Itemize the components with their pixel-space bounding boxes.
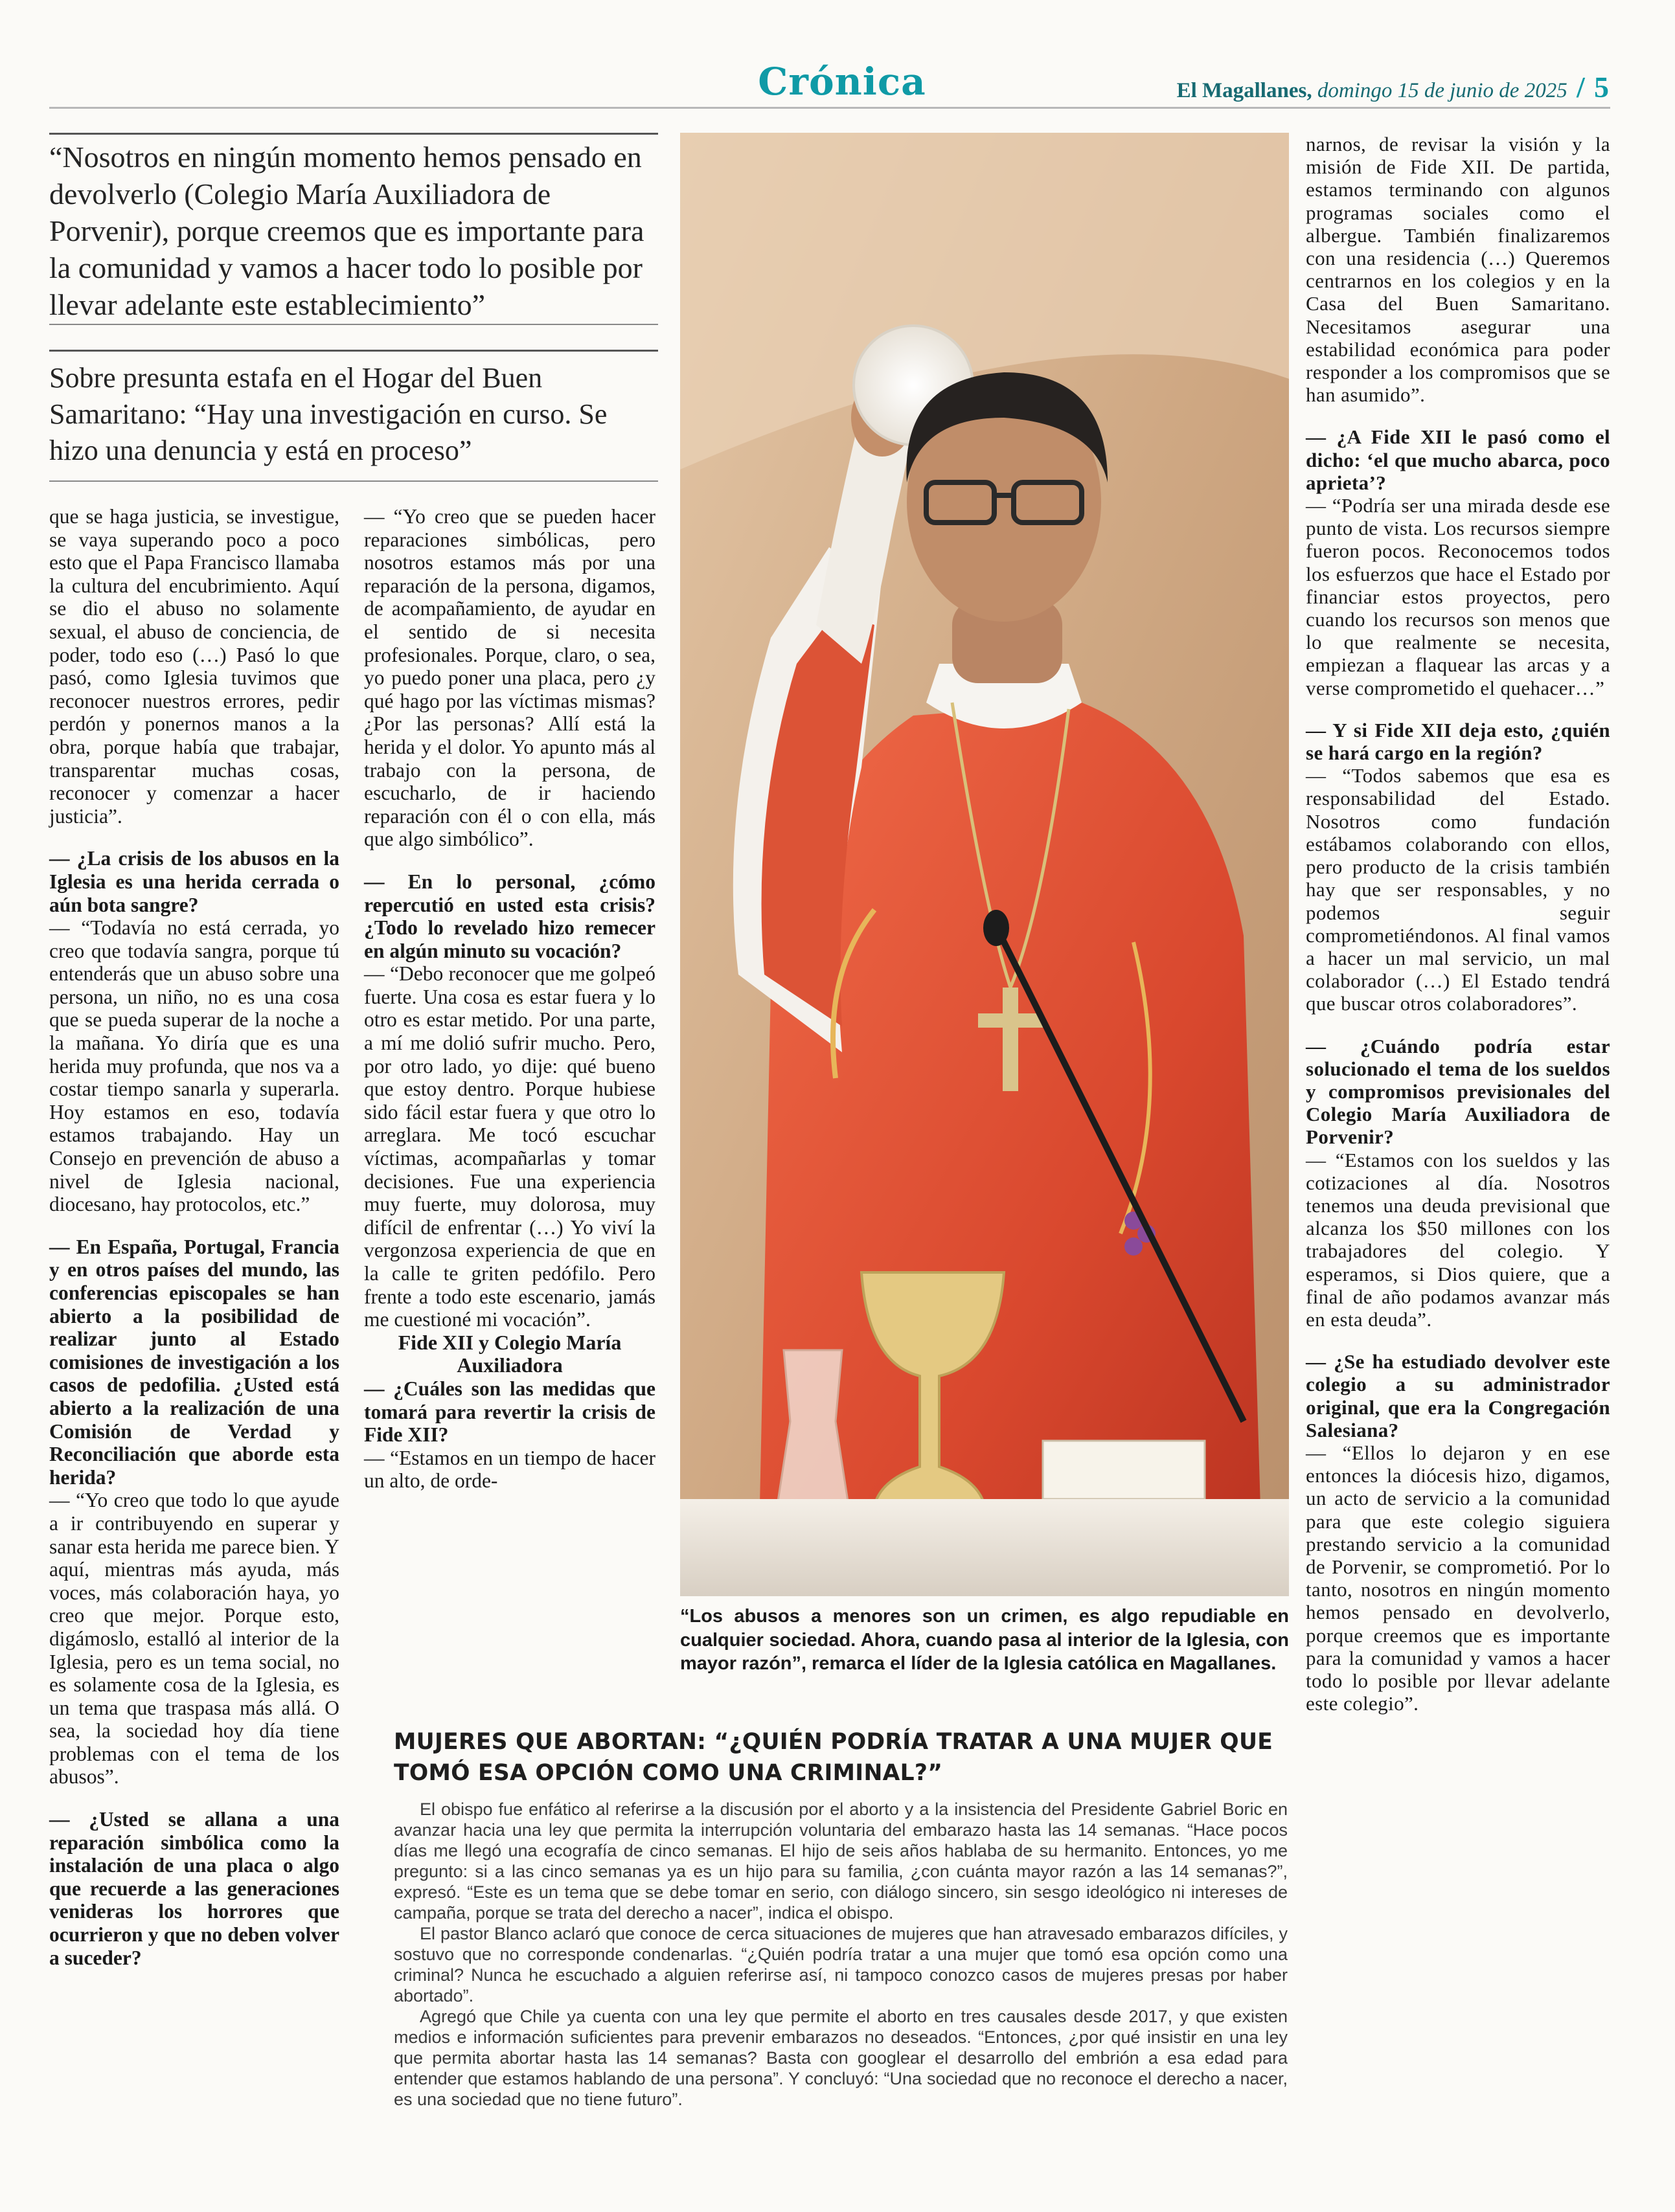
interview-question: — Y si Fide XII deja esto, ¿quién se hará cargo en la región? (1306, 718, 1610, 765)
box-paragraph: El pastor Blanco aclaró que conoce de cerca situaciones de mujeres que han atravesado embarazos difíciles, y sostuvo que no corresponde condenarlas. “¿Quién podría tratar a una mujer que tomó esa opción como una criminal? Nunca he escuchado a alguien referirse así, ni tampoco conozco casos de mujeres presas por haber abortado”. (394, 1924, 1288, 2005)
altar-table (680, 1499, 1289, 1596)
interview-answer: — “Todos sabemos que esa es responsabilidad del Estado. Nosotros como fundación estábamos colaborando con ellos, pero producto de la crisis también hay que ser responsables, y no podemos seguir comprometiéndonos. Al final vamos a hacer un mal servicio, un mal colaborador (…) El Estado tendrá que buscar otros colaboradores”. (1306, 764, 1610, 1015)
interview-answer: narnos, de revisar la visión y la misión de Fide XII. De partida, estamos terminando con algunos programas sociales como el albergue. También finalizaremos con una residencia (…) Queremos centrarnos en los colegios y en la Casa del Buen Samaritano. Necesitamos asegurar una estabilidad económica para poder responder a los compromisos que se han asumido”. (1306, 133, 1610, 407)
section-subhead: Fide XII y Colegio María Auxiliadora (398, 1330, 622, 1377)
microphone-head (983, 910, 1009, 946)
masthead (1177, 70, 1609, 104)
bishop-photo-illustration (680, 133, 1289, 1596)
missal-book (1043, 1441, 1205, 1499)
interview-question: — ¿A Fide XII le pasó como el dicho: ‘el que mucho abarca, poco aprieta’? (1306, 425, 1610, 494)
interview-question: — ¿Se ha estudiado devolver este colegio a su administrador original, que era la Congregación Salesiana? (1306, 1350, 1610, 1441)
interview-answer: — “Yo creo que todo lo que ayude a ir contribuyendo en superar y sanar esta herida me parece bien. Y aquí, mientras más ayuda, más voces, más colaboración haya, yo creo que mejor. Porque esto, digámoslo, estalló al interior de la Iglesia, pero es un tema social, no es solamente cosa de la Iglesia, es un tema que traspasa más allá. O sea, la sociedad hoy día tiene problemas con el tema de los abusos”. (49, 1489, 339, 1789)
box-paragraph: Agregó que Chile ya cuenta con una ley que permite el aborto en tres causales desde 2017, y que existen medios e información suficientes para prevenir embarazos no deseados. “Entonces, ¿por qué insistir en una ley que permita abortar hasta las 14 semanas? Basta con googlear el desarrollo del embrión a esa edad para entender que estamos hablando de una persona”. Y concluyó: “Una sociedad que no reconoce el derecho a nacer, es una sociedad que no tiene futuro”. (394, 2007, 1288, 2109)
pectoral-cross-horizontal (978, 1013, 1043, 1028)
page-number: 5 (1594, 71, 1609, 104)
article-column-4 (1306, 133, 1610, 1715)
section-name: Crónica (758, 60, 926, 104)
bishop-photo (680, 133, 1289, 1596)
interview-question: — ¿Usted se allana a una reparación simbólica como la instalación de una placa o algo que recuerde a las generaciones venideras los horrores que ocurrieron y que no deben volver a suceder? (49, 1808, 339, 1969)
paper-name: El Magallanes, (1176, 79, 1312, 102)
pullquote-1: “Nosotros en ningún momento hemos pensado en devolverlo (Colegio María Auxiliadora de Porvenir), porque creemos que es importante para la comunidad y vamos a hacer todo lo posible por llevar adelante este establecimiento” (49, 141, 644, 321)
interview-answer: — “Podría ser una mirada desde ese punto de vista. Los recursos siempre fueron pocos. Reconocemos todos los esfuerzos que hace el Estado por financiar estos proyectos, pero cuando los recursos son menos que lo que realmente se necesita, empiezan a flaquear las arcas y a verse comprometido el quehacer…” (1306, 494, 1610, 699)
interview-answer: — “Ellos lo dejaron y en ese entonces la diócesis hizo, digamos, un acto de servicio a la comunidad para que este colegio siguiera prestando servicio a la comunidad de Porvenir, se comprometió. Por lo tanto, nosotros en ningún momento hemos pensado en devolverlo, porque creemos que es importante para la comunidad y vamos a hacer todo lo posible por llevar adelante este colegio”. (1306, 1441, 1610, 1715)
header-rule (49, 107, 1610, 109)
interview-answer: — “Todavía no está cerrada, yo creo que todavía sangra, porque tú entenderás que un abuso sobre una persona, un niño, no es una cosa que se pueda superar de la noche a la mañana. Yo diría que es una herida muy profunda, que nos va a costar tiempo sanarla y superarla. Hoy estamos en eso, todavía estamos trabajando. Hay un Consejo en prevención de abuso a nivel de Iglesia nacional, diocesano, hay protocolos, etc.” (49, 916, 339, 1216)
pectoral-cross-vertical (1003, 988, 1018, 1091)
interview-answer: — “Estamos en un tiempo de hacer un alto, de orde- (364, 1446, 655, 1493)
interview-question: — ¿Cuándo podría estar solucionado el tema de los sueldos y compromisos previsionales del Colegio María Auxiliadora de Porvenir? (1306, 1034, 1610, 1149)
interview-question: — ¿La crisis de los abusos en la Iglesia es una herida cerrada o aún bota sangre? (49, 847, 339, 916)
interview-question: — En lo personal, ¿cómo repercutió en usted esta crisis? ¿Todo lo revelado hizo remecer en algún minuto su vocación? (364, 870, 655, 962)
pullquote-rule-bottom (49, 480, 658, 482)
interview-answer: — “Debo reconocer que me golpeó fuerte. Una cosa es estar fuera y lo otro es estar metido. Por una parte, a mí me dolió sufrir mucho. Pero, por otro lado, yo dije: qué bueno que estoy dentro. Porque hubiese sido fácil estar fuera y que otro lo arreglara. Me tocó escuchar víctimas, acompañarlas y tomar decisiones. Fue una experiencia muy fuerte, muy dolorosa, muy difícil de enfrentar (…) Yo viví la vergonzosa experiencia de que en la calle te griten pedófilo. Pero frente a todo este escenario, jamás me cuestioné mi vocación”. (364, 962, 655, 1331)
pullquote-rule-top (49, 133, 658, 135)
interview-answer: que se haga justicia, se investigue, se vaya superando poco a poco esto que el Papa Francisco llamaba la cultura del encubrimiento. Aquí se dio el abuso no solamente sexual, el abuso de conciencia, de poder, todo eso (…) Pasó lo que pasó, como Iglesia tuvimos que reconocer nuestros errores, pedir perdón y ponernos manos a la obra, porque había que trabajar, transparentar muchas cosas, reconocer y comenzar a hacer justicia”. (49, 505, 339, 828)
interview-answer: — “Yo creo que se pueden hacer reparaciones simbólicas, pero nosotros estamos más por una reparación de la persona, digamos, de acompañamiento, de ayudar en el sentido de si necesita profesionales. Porque, claro, o sea, yo puedo poner una placa, pero ¿y qué hago por las víctimas mismas? ¿Por las personas? Allí está la herida y el dolor. Yo apunto más al trabajo con la persona, de escucharlo, de ir haciendo reparación con él o con ella, más que algo simbólico”. (364, 505, 655, 851)
photo-caption: “Los abusos a menores son un crimen, es algo repudiable en cualquier sociedad. Ahora, cuando pasa al interior de la Iglesia, con mayor razón”, remarca el líder de la Iglesia católica en Magallanes. (680, 1606, 1289, 1674)
article-column-1 (49, 505, 339, 1969)
issue-date: domingo 15 de junio de 2025 (1317, 79, 1567, 102)
box-paragraph: El obispo fue enfático al referirse a la discusión por el aborto y a la insistencia del Presidente Gabriel Boric en avanzar hacia una ley que permita la interrupción voluntaria del embarazo hasta las 14 semanas. “Hace pocos días me llegó una ecografía de cinco semanas. El hijo de seis años hablaba de su hermanito. Entonces, yo me pregunto: si a las cinco semanas ya es un hijo para su familia, ¿con cuánta mayor razón a las 14 semanas?”, expresó. “Este es un tema que se debe tomar en serio, con diálogo sincero, sin sesgo ideológico ni intereses de campaña, porque se trata del derecho a nacer”, indica el obispo. (394, 1800, 1288, 1923)
pullquote-rule-mid (49, 324, 658, 325)
box-body (394, 1799, 1288, 2110)
interview-answer: — “Estamos con los sueldos y las cotizaciones al día. Nosotros tenemos una deuda previsional que alcanza los $50 millones con los trabajadores del colegio. Y esperamos, si Dios quiere, que a final de año podamos avanzar más en esta deuda”. (1306, 1148, 1610, 1331)
article-column-2 (364, 505, 655, 1493)
pullquote-2: Sobre presunta estafa en el Hogar del Buen Samaritano: “Hay una investigación en curso. Se hizo una denuncia y está en proceso” (49, 362, 608, 466)
interview-question: — ¿Cuáles son las medidas que tomará para revertir la crisis de Fide XII? (364, 1377, 655, 1447)
masthead-separator: / (1576, 71, 1585, 104)
box-headline: MUJERES QUE ABORTAN: “¿QUIÉN PODRÍA TRATAR A UNA MUJER QUE TOMÓ ESA OPCIÓN COMO UNA CRIMINAL?” (394, 1729, 1273, 1786)
interview-question: — En España, Portugal, Francia y en otros países del mundo, las conferencias episcopales se han abierto a la posibilidad de realizar junto al Estado comisiones de investigación a los casos de pedofilia. ¿Usted está abierto a la realización de una Comisión de Verdad y Reconciliación que aborde esta herida? (49, 1235, 339, 1489)
pullquote-rule-second (49, 350, 658, 352)
embroidery-grape-3 (1124, 1237, 1143, 1256)
